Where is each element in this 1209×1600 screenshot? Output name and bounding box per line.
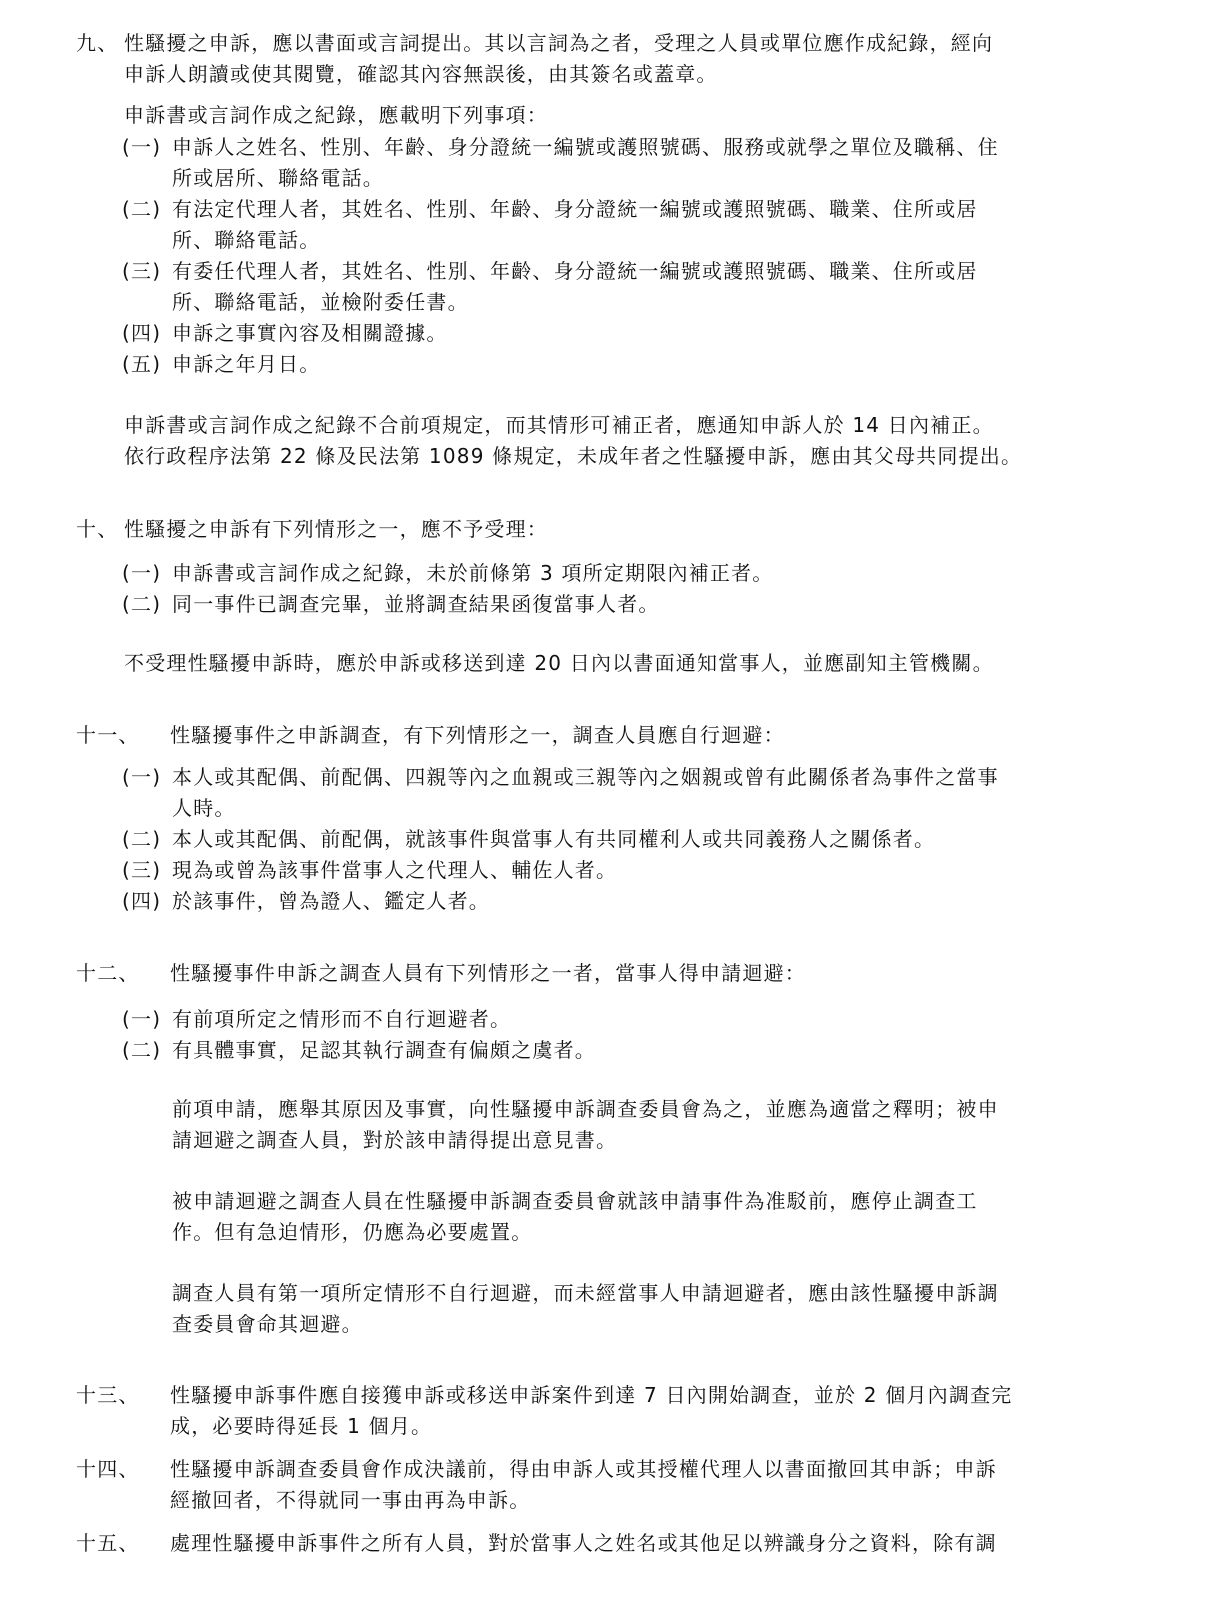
paragraph-line: 調查人員有第一項所定情形不自行迴避，而未經當事人申請迴避者，應由該性騷擾申訴調 (172, 1281, 999, 1305)
item-text: 有法定代理人者，其姓名、性別、年齡、身分證統一編號或護照號碼、職業、住所或居 (172, 197, 978, 221)
item-number: (五) (122, 352, 162, 376)
list-item (0, 824, 1209, 855)
item-number: (一) (122, 135, 162, 159)
item-text: 有具體事實，足認其執行調查有偏頗之虞者。 (172, 1038, 596, 1062)
item-text: 有委任代理人者，其姓名、性別、年齡、身分證統一編號或護照號碼、職業、住所或居 (172, 259, 978, 283)
section-9-items (0, 132, 1209, 380)
item-number: (三) (122, 259, 162, 283)
section-9 (0, 28, 1209, 90)
item-number: (四) (122, 889, 162, 913)
section-text-line: 處理性騷擾申訴事件之所有人員，對於當事人之姓名或其他足以辨識身分之資料，除有調 (170, 1531, 997, 1555)
section-text-line: 成，必要時得延長 1 個月。 (170, 1414, 433, 1438)
item-number: (二) (122, 1038, 162, 1062)
paragraph-line: 查委員會命其迴避。 (172, 1312, 363, 1336)
list-item (0, 762, 1209, 793)
item-text: 申訴之事實內容及相關證據。 (172, 321, 448, 345)
section-11-items (0, 762, 1209, 917)
item-number: (一) (122, 561, 162, 585)
item-text: 所、聯絡電話。 (172, 228, 321, 252)
intro-text: 申訴書或言詞作成之紀錄，應載明下列事項： (124, 103, 548, 127)
item-text: 同一事件已調查完畢，並將調查結果函復當事人者。 (172, 592, 660, 616)
item-number: (四) (122, 321, 162, 345)
section-9-intro (0, 100, 1209, 131)
item-number: (三) (122, 858, 162, 882)
section-number: 十二、 (76, 961, 140, 985)
section-text-line: 性騷擾申訴調查委員會作成決議前，得由申訴人或其授權代理人以書面撤回其申訴；申訴 (170, 1457, 997, 1481)
paragraph-line: 不受理性騷擾申訴時，應於申訴或移送到達 20 日內以書面通知當事人，並應副知主管機關。 (124, 651, 994, 675)
item-text: 本人或其配偶、前配偶、四親等內之血親或三親等內之姻親或曾有此關係者為事件之當事 (172, 765, 999, 789)
item-text: 申訴書或言詞作成之紀錄，未於前條第 3 項所定期限內補正者。 (172, 561, 774, 585)
section-number: 九、 (76, 31, 119, 55)
paragraph-line: 被申請迴避之調查人員在性騷擾申訴調查委員會就該申請事件為准駁前，應停止調查工 (172, 1189, 978, 1213)
section-10-paragraph (0, 648, 1209, 679)
list-item (0, 589, 1209, 620)
item-text: 有前項所定之情形而不自行迴避者。 (172, 1007, 512, 1031)
item-number: (二) (122, 827, 162, 851)
section-text-line: 性騷擾之申訴有下列情形之一，應不予受理： (124, 517, 548, 541)
section-15 (0, 1528, 1209, 1559)
paragraph-line: 依行政程序法第 22 條及民法第 1089 條規定，未成年者之性騷擾申訴，應由其父母共同提出。 (124, 444, 1023, 468)
section-12 (0, 958, 1209, 989)
section-12-paragraph-2 (0, 1186, 1209, 1248)
item-number: (一) (122, 765, 162, 789)
section-number: 十五、 (76, 1531, 140, 1555)
section-13 (0, 1380, 1209, 1442)
section-12-paragraph-1 (0, 1094, 1209, 1156)
list-item (0, 349, 1209, 380)
item-text: 現為或曾為該事件當事人之代理人、輔佐人者。 (172, 858, 618, 882)
section-11 (0, 720, 1209, 751)
section-text-line: 性騷擾事件申訴之調查人員有下列情形之一者，當事人得申請迴避： (170, 961, 806, 985)
list-item (0, 886, 1209, 917)
section-9-paragraph (0, 410, 1209, 472)
item-text: 所或居所、聯絡電話。 (172, 166, 384, 190)
section-text-line: 性騷擾申訴事件應自接獲申訴或移送申訴案件到達 7 日內開始調查，並於 2 個月內調查完 (170, 1383, 1013, 1407)
item-text: 於該事件，曾為證人、鑑定人者。 (172, 889, 490, 913)
list-item (0, 1035, 1209, 1066)
section-number: 十三、 (76, 1383, 140, 1407)
section-text-line: 經撤回者，不得就同一事由再為申訴。 (170, 1488, 531, 1512)
list-item (0, 256, 1209, 287)
item-number: (二) (122, 592, 162, 616)
item-text: 申訴人之姓名、性別、年齡、身分證統一編號或護照號碼、服務或就學之單位及職稱、住 (172, 135, 999, 159)
section-number: 十、 (76, 517, 119, 541)
paragraph-line: 申訴書或言詞作成之紀錄不合前項規定，而其情形可補正者，應通知申訴人於 14 日內補正。 (124, 413, 994, 437)
item-text: 本人或其配偶、前配偶，就該事件與當事人有共同權利人或共同義務人之關係者。 (172, 827, 936, 851)
item-text: 申訴之年月日。 (172, 352, 321, 376)
list-item (0, 194, 1209, 225)
item-text: 所、聯絡電話，並檢附委任書。 (172, 290, 469, 314)
item-number: (二) (122, 197, 162, 221)
list-item (0, 1004, 1209, 1035)
list-item (0, 318, 1209, 349)
item-text: 人時。 (172, 796, 236, 820)
section-10-items (0, 558, 1209, 620)
list-item (0, 558, 1209, 589)
paragraph-line: 作。但有急迫情形，仍應為必要處置。 (172, 1220, 533, 1244)
section-12-items (0, 1004, 1209, 1066)
section-12-paragraph-3 (0, 1278, 1209, 1340)
item-number: (一) (122, 1007, 162, 1031)
paragraph-line: 請迴避之調查人員，對於該申請得提出意見書。 (172, 1128, 618, 1152)
paragraph-line: 前項申請，應舉其原因及事實，向性騷擾申訴調查委員會為之，並應為適當之釋明；被申 (172, 1097, 999, 1121)
section-10 (0, 514, 1209, 545)
section-14 (0, 1454, 1209, 1516)
section-number: 十一、 (76, 723, 140, 747)
section-text-line: 申訴人朗讀或使其閱覽，確認其內容無誤後，由其簽名或蓋章。 (124, 62, 718, 86)
list-item (0, 132, 1209, 163)
section-number: 十四、 (76, 1457, 140, 1481)
list-item (0, 855, 1209, 886)
section-text-line: 性騷擾事件之申訴調查，有下列情形之一，調查人員應自行迴避： (170, 723, 785, 747)
section-text-line: 性騷擾之申訴，應以書面或言詞提出。其以言詞為之者，受理之人員或單位應作成紀錄，經向 (124, 31, 994, 55)
